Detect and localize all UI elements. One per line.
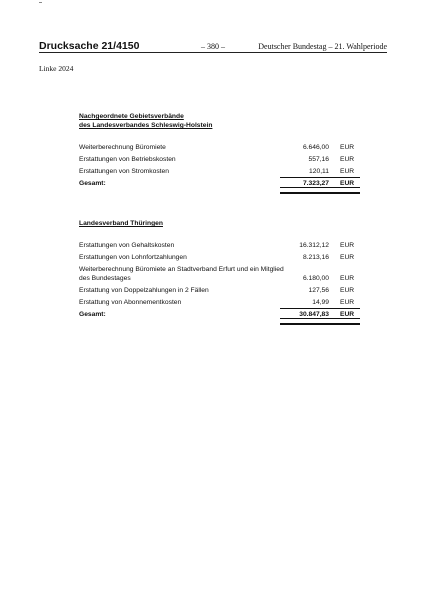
row-label: Erstattung von Abonnementkosten (79, 299, 182, 306)
table-row (79, 286, 359, 298)
page-header (39, 40, 387, 52)
total-currency: EUR (340, 180, 355, 187)
table-row (79, 265, 359, 286)
total-row (79, 310, 359, 322)
total-rule (280, 177, 360, 178)
table-row (79, 253, 359, 265)
row-label: Erstattungen von Stromkosten (79, 168, 169, 175)
double-underline (280, 318, 360, 325)
section-title: Landesverband Thüringen (79, 220, 163, 227)
total-rule (280, 308, 360, 309)
total-amount: 30.847,83 (299, 311, 329, 318)
row-label: Erstattung von Doppelzahlungen in 2 Fällen (79, 287, 209, 294)
row-label: Erstattungen von Lohnfortzahlungen (79, 254, 187, 261)
legislative-period: Deutscher Bundestag – 21. Wahlperiode (258, 42, 387, 51)
row-amount: 16.312,12 (299, 242, 329, 249)
total-label: Gesamt: (79, 311, 106, 318)
total-amount: 7.323,27 (302, 180, 329, 187)
document-number: Drucksache 21/4150 (39, 40, 140, 52)
section-title: Nachgeordnete Gebietsverbände (79, 113, 184, 120)
section-thueringen (79, 219, 359, 322)
row-currency: EUR (340, 144, 355, 151)
scan-mark (39, 2, 42, 3)
header-rule (39, 52, 387, 53)
row-label: Erstattungen von Betriebskosten (79, 156, 176, 163)
row-label: Erstattungen von Gehaltskosten (79, 242, 175, 249)
total-currency: EUR (340, 311, 355, 318)
row-label: Weiterberechnung Büromiete an Stadtverband Erfurt und ein Mitglied des Bundestages (79, 266, 284, 282)
total-label: Gesamt: (79, 180, 106, 187)
page-number: – 380 – (201, 42, 225, 51)
row-amount: 557,16 (308, 156, 329, 163)
party-year-label: Linke 2024 (39, 64, 74, 73)
table-row (79, 143, 359, 155)
row-amount: 127,56 (308, 287, 329, 294)
table-row (79, 241, 359, 253)
amount-table (79, 143, 359, 191)
amount-table (79, 241, 359, 322)
row-amount: 120,11 (309, 168, 329, 175)
row-amount: 8.213,16 (302, 254, 329, 261)
row-amount: 6.180,00 (302, 275, 329, 282)
row-currency: EUR (340, 168, 355, 175)
row-label: Weiterberechnung Büromiete (79, 144, 166, 151)
row-currency: EUR (340, 287, 355, 294)
row-amount: 6.646,00 (302, 144, 329, 151)
row-currency: EUR (340, 242, 355, 249)
table-row (79, 155, 359, 167)
row-currency: EUR (340, 275, 355, 282)
total-row (79, 179, 359, 191)
row-currency: EUR (340, 299, 355, 306)
section-schleswig-holstein (79, 112, 359, 191)
row-currency: EUR (340, 156, 355, 163)
double-underline (280, 187, 360, 194)
row-amount: 14,99 (312, 299, 329, 306)
section-title: des Landesverbandes Schleswig-Holstein (79, 122, 213, 129)
row-currency: EUR (340, 254, 355, 261)
